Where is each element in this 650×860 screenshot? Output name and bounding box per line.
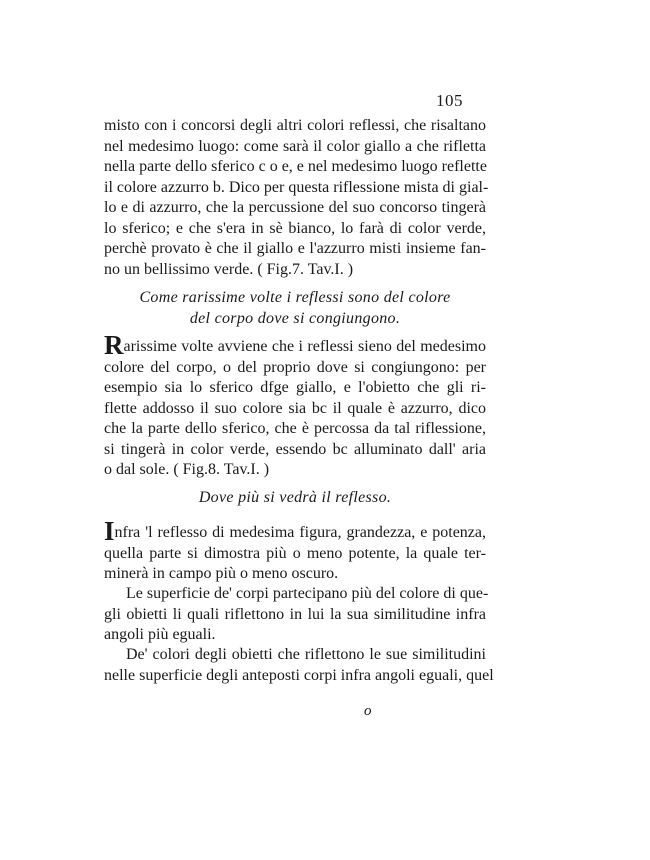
paragraph-reflection-strength xyxy=(104,516,486,585)
text-line: lo sferico; e che s'era in sè bianco, lo farà di color verde, xyxy=(104,219,486,237)
drop-cap: R xyxy=(104,330,124,360)
text-line: nelle superficie degli anteposti corpi infra angoli eguali, quel xyxy=(104,666,494,684)
text-line-body: nfra 'l reflesso di medesima figura, grandezza, e potenza, xyxy=(114,524,486,541)
text-line: gli obietti li quali riflettono in lui la sua similitudine infra xyxy=(104,605,486,623)
paragraph-reflected-colors xyxy=(104,116,489,280)
text-line: si tingerà in color verde, essendo bc alluminato dall' aria xyxy=(104,440,486,458)
section-heading xyxy=(104,287,486,329)
heading-line: Come rarissime volte i reflessi sono del colore xyxy=(139,289,451,306)
page-number: 105 xyxy=(436,91,463,110)
text-line: perchè provato è che il giallo e l'azzurro misti insieme fan- xyxy=(104,240,486,257)
drop-cap: I xyxy=(104,516,115,546)
text-line: lo e di azzurro, che la percussione del suo concorso tingerà xyxy=(104,199,486,216)
text-line: minerà in campo più o meno oscuro. xyxy=(104,565,339,582)
text-line xyxy=(104,330,486,360)
text-line: esempio sia lo sferico dfge giallo, e l'obietto che gli ri- xyxy=(104,379,486,396)
text-line: misto con i concorsi degli altri colori reflessi, che risaltano xyxy=(104,117,486,134)
heading-line: Dove più si vedrà il reflesso. xyxy=(198,489,392,506)
catchword: o xyxy=(364,703,372,719)
paragraph-surfaces xyxy=(104,584,489,646)
text-line: colore del corpo, o del proprio dove si congiungono: per xyxy=(104,358,486,376)
paragraph-rare-reflections xyxy=(104,330,486,481)
text-line xyxy=(104,516,486,546)
text-line: nella parte dello sferico c o e, e nel medesimo luogo reflette xyxy=(104,158,487,175)
paragraph-object-colors xyxy=(104,645,494,686)
heading-line: del corpo dove si congiungono. xyxy=(189,310,401,327)
text-line: angoli più eguali. xyxy=(104,626,216,643)
section-heading xyxy=(104,487,486,508)
text-line: De' colori degli obietti che riflettono le sue similitudini xyxy=(126,646,486,663)
text-line: il colore azzurro b. Dico per questa riflessione mista di gial- xyxy=(104,178,489,196)
text-line: che la parte dello sferico, che è percossa da tal riflessione, xyxy=(104,420,486,437)
text-line: no un bellissimo verde. ( Fig.7. Tav.I. ) xyxy=(104,260,354,278)
text-line: o dal sole. ( Fig.8. Tav.I. ) xyxy=(104,461,270,478)
text-line-body: arissime volte avviene che i reflessi sieno del medesimo xyxy=(123,338,486,355)
text-line: quella parte si dimostra più o meno potente, la quale ter- xyxy=(104,544,486,562)
text-line: flette addosso il suo colore sia bc il quale è azzurro, dico xyxy=(104,399,486,417)
text-line: nel medesimo luogo: come sarà il color giallo a che rifletta xyxy=(104,137,486,155)
text-line: Le superficie de' corpi partecipano più del colore di que- xyxy=(126,585,489,602)
